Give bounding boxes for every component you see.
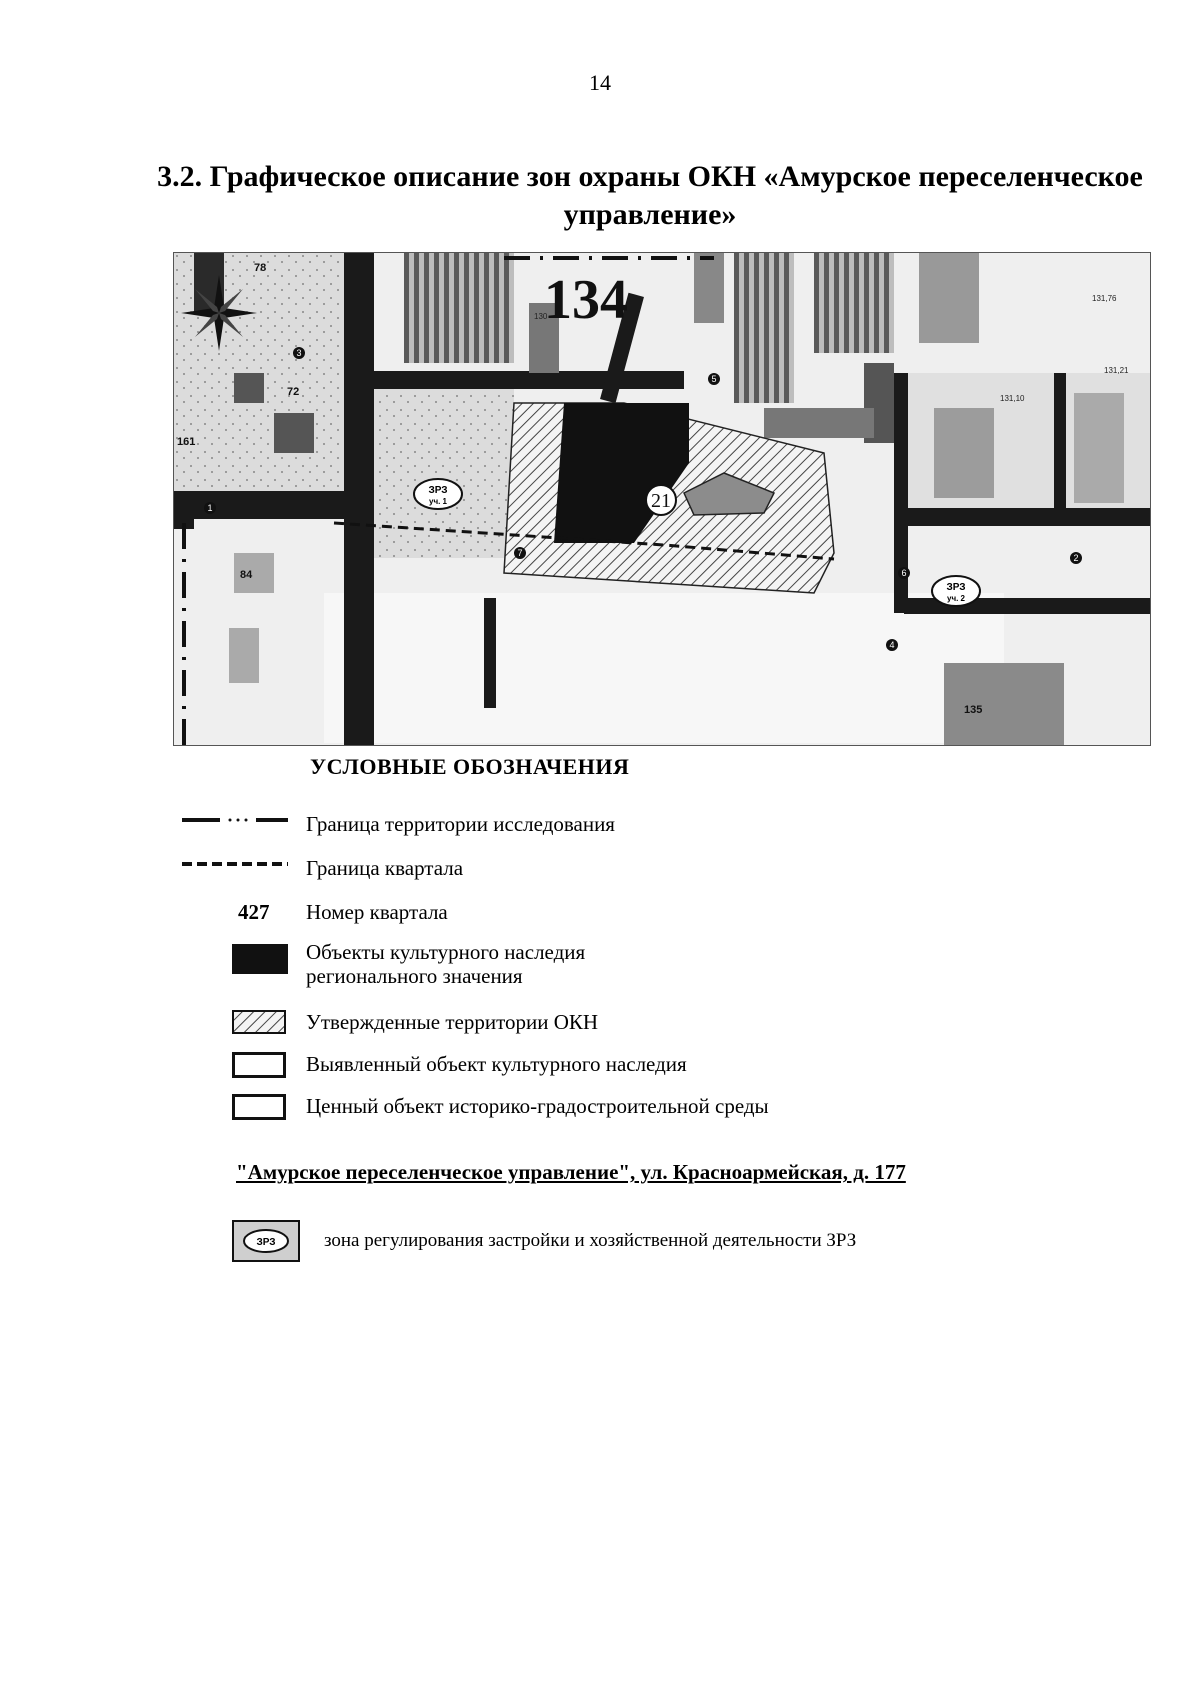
legend-label: Номер квартала — [306, 900, 448, 924]
building-number-label: 72 — [287, 386, 300, 398]
legend-label: Граница территории исследования — [306, 812, 615, 836]
square-south — [324, 593, 1004, 743]
study-boundary-symbol — [180, 808, 290, 848]
building-number-label: 135 — [964, 704, 983, 716]
point-marker-4 — [886, 639, 898, 651]
building-number-label: 78 — [254, 262, 267, 274]
okn-number-label: 21 — [651, 490, 671, 512]
legend-label: Ценный объект историко-градостроительной среды — [306, 1094, 769, 1118]
building-south-west — [229, 628, 259, 683]
zrz-badge-2 — [932, 576, 980, 606]
elevation-label: 131,21 — [1104, 366, 1129, 375]
elevation-label: 130 — [534, 312, 548, 321]
building-number-label: 84 — [240, 569, 253, 581]
svg-text:ЗРЗ: ЗРЗ — [946, 582, 966, 593]
building-south-east — [944, 663, 1064, 745]
svg-text:4: 4 — [889, 640, 895, 650]
svg-text:ЗРЗ: ЗРЗ — [428, 485, 448, 496]
quarter-boundary-symbol — [180, 852, 290, 892]
elevation-label: 131,76 — [1092, 294, 1117, 303]
svg-text:2: 2 — [1073, 553, 1079, 563]
page-number: 14 — [589, 70, 611, 95]
svg-text:1: 1 — [207, 503, 213, 513]
legend-title: УСЛОВНЫЕ ОБОЗНАЧЕНИЯ — [310, 754, 630, 779]
zrz-legend-label: зона регулирования застройки и хозяйственной деятельности ЗРЗ — [324, 1230, 857, 1251]
svg-text:7: 7 — [517, 548, 523, 558]
point-marker-6 — [898, 567, 910, 579]
svg-text:уч. 1: уч. 1 — [429, 497, 447, 506]
svg-text:3: 3 — [296, 348, 302, 358]
svg-text:уч. 2: уч. 2 — [947, 594, 965, 603]
identified-object-symbol — [232, 1052, 286, 1078]
legend-label: Утвержденные территории ОКН — [306, 1010, 599, 1034]
page-title: 3.2. Графическое описание зон охраны ОКН «Амурское переселенческое управление» — [157, 160, 1143, 231]
elevation-label: 131,10 — [1000, 394, 1025, 403]
regional-okn-symbol — [232, 944, 288, 974]
zone-map — [173, 252, 1151, 746]
zrz-area-1 — [374, 388, 514, 558]
svg-text:6: 6 — [901, 568, 907, 578]
quarter-number-label: 134 — [544, 269, 628, 331]
building-number-label: 161 — [177, 436, 196, 448]
zrz-badge-1 — [414, 479, 462, 509]
legend-label: Объекты культурного наследия регионального значения — [306, 940, 586, 988]
svg-text:5: 5 — [711, 374, 717, 384]
point-marker-2 — [1070, 552, 1082, 564]
zrz-badge-text: ЗРЗ — [256, 1237, 276, 1248]
zrz-symbol — [232, 1220, 302, 1262]
point-marker-3 — [293, 347, 305, 359]
object-title: "Амурское переселенческое управление", ул. Красноармейская, д. 177 — [236, 1160, 906, 1184]
legend-label: Граница квартала — [306, 856, 464, 880]
quarter-number-symbol: 427 — [238, 900, 270, 924]
point-marker-5 — [708, 373, 720, 385]
legend-label: Выявленный объект культурного наследия — [306, 1052, 687, 1076]
point-marker-1 — [204, 502, 216, 514]
valuable-object-symbol — [232, 1094, 286, 1120]
point-marker-7 — [514, 547, 526, 559]
